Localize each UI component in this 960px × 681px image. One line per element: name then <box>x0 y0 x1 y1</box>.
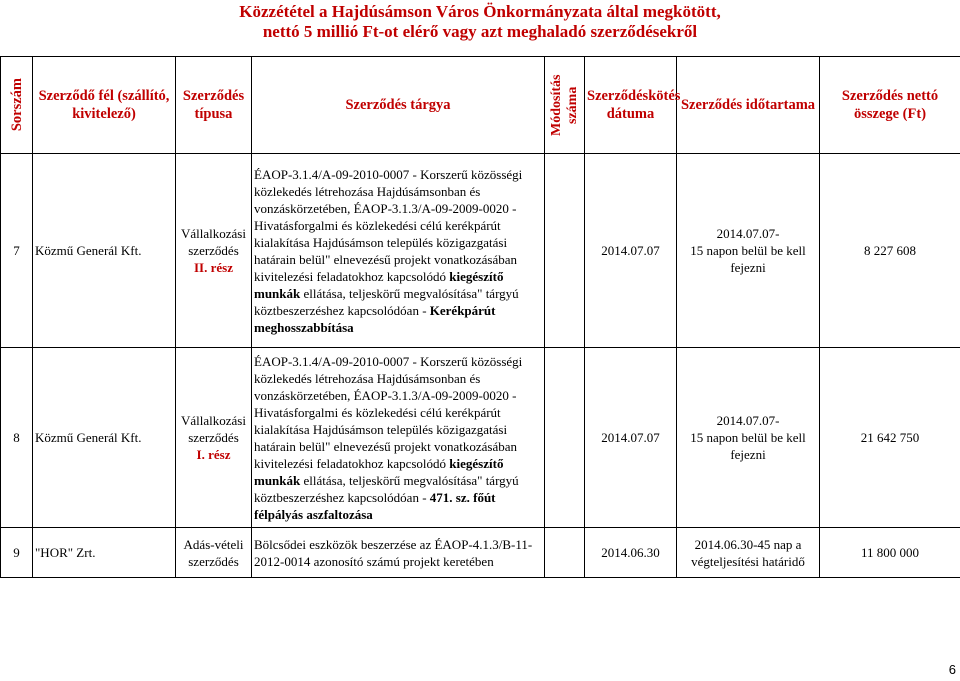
table-header-row <box>1 57 960 154</box>
contract-subject: ÉAOP-3.1.4/A-09-2010-0007 - Korszerű közösségi közlekedés létrehozása Hajdúsámsonban és vonzáskörzetében, ÉAOP-3.1.3/A-09-2009-0020 - Hivatásforgalmi és közlekedési célú kerékpárút kialakítása Hajdúsámson település közigazgatási határain belül" elnevezésű projekt vonatkozásában kivitelezési feladatokhoz kapcsolódó kiegészítő munkák ellátása, teljeskörű megvalósítása" tárgyú köztbeszerzéshez kapcsolódóan - 471. sz. főút félpályás aszfaltozása <box>252 348 545 528</box>
modification-number <box>545 528 585 578</box>
page-number: 6 <box>948 662 956 677</box>
document-title-line1: Közzététel a Hajdúsámson Város Önkormányzata által megkötött, <box>239 2 721 21</box>
col-header-osszeg: Szerződés nettó összege (Ft) <box>820 57 960 154</box>
table-row <box>1 348 960 528</box>
contract-amount: 21 642 750 <box>820 348 960 528</box>
contract-date: 2014.06.30 <box>585 528 677 578</box>
contract-party: "HOR" Zrt. <box>33 528 176 578</box>
col-header-tipus: Szerződés típusa <box>176 57 252 154</box>
col-header-kotes: Szerződéskötés dátuma <box>585 57 677 154</box>
col-header-targy: Szerződés tárgya <box>252 57 545 154</box>
contract-party: Közmű Generál Kft. <box>33 348 176 528</box>
row-number: 7 <box>1 154 33 348</box>
contract-type: Adás-vételi szerződés <box>176 528 252 578</box>
contract-duration: 2014.07.07- 15 napon belül be kell fejezni <box>677 348 820 528</box>
row-number: 8 <box>1 348 33 528</box>
contract-date: 2014.07.07 <box>585 154 677 348</box>
document-title-line2: nettó 5 millió Ft-ot elérő vagy azt meghaladó szerződésekről <box>262 22 698 41</box>
col-header-fel: Szerződő fél (szállító, kivitelező) <box>33 57 176 154</box>
col-header-modositas: Módosítás száma <box>545 57 585 154</box>
contract-type: Vállalkozási szerződés I. rész <box>176 348 252 528</box>
col-header-sorszam: Sorszám <box>1 57 33 154</box>
contracts-table <box>0 56 960 578</box>
contract-amount: 8 227 608 <box>820 154 960 348</box>
contract-date: 2014.07.07 <box>585 348 677 528</box>
table-row <box>1 528 960 578</box>
modification-number <box>545 348 585 528</box>
contract-amount: 11 800 000 <box>820 528 960 578</box>
contract-duration: 2014.06.30-45 nap a végteljesítési határidő <box>677 528 820 578</box>
contract-party: Közmű Generál Kft. <box>33 154 176 348</box>
col-header-idotartam: Szerződés időtartama <box>677 57 820 154</box>
contract-subject: Bölcsődei eszközök beszerzése az ÉAOP-4.1.3/B-11-2012-0014 azonosító számú projekt keretében <box>252 528 545 578</box>
contract-type: Vállalkozási szerződés II. rész <box>176 154 252 348</box>
row-number: 9 <box>1 528 33 578</box>
contract-subject: ÉAOP-3.1.4/A-09-2010-0007 - Korszerű közösségi közlekedés létrehozása Hajdúsámsonban és vonzáskörzetében, ÉAOP-3.1.3/A-09-2009-0020 - Hivatásforgalmi és közlekedési célú kerékpárút kialakítása Hajdúsámson település közigazgatási határain belül" elnevezésű projekt vonatkozásában kivitelezési feladatokhoz kapcsolódó kiegészítő munkák ellátása, teljeskörű megvalósítása" tárgyú köztbeszerzéshez kapcsolódóan - Kerékpárút meghosszabbítása <box>252 154 545 348</box>
contract-duration: 2014.07.07- 15 napon belül be kell fejezni <box>677 154 820 348</box>
table-row <box>1 154 960 348</box>
modification-number <box>545 154 585 348</box>
